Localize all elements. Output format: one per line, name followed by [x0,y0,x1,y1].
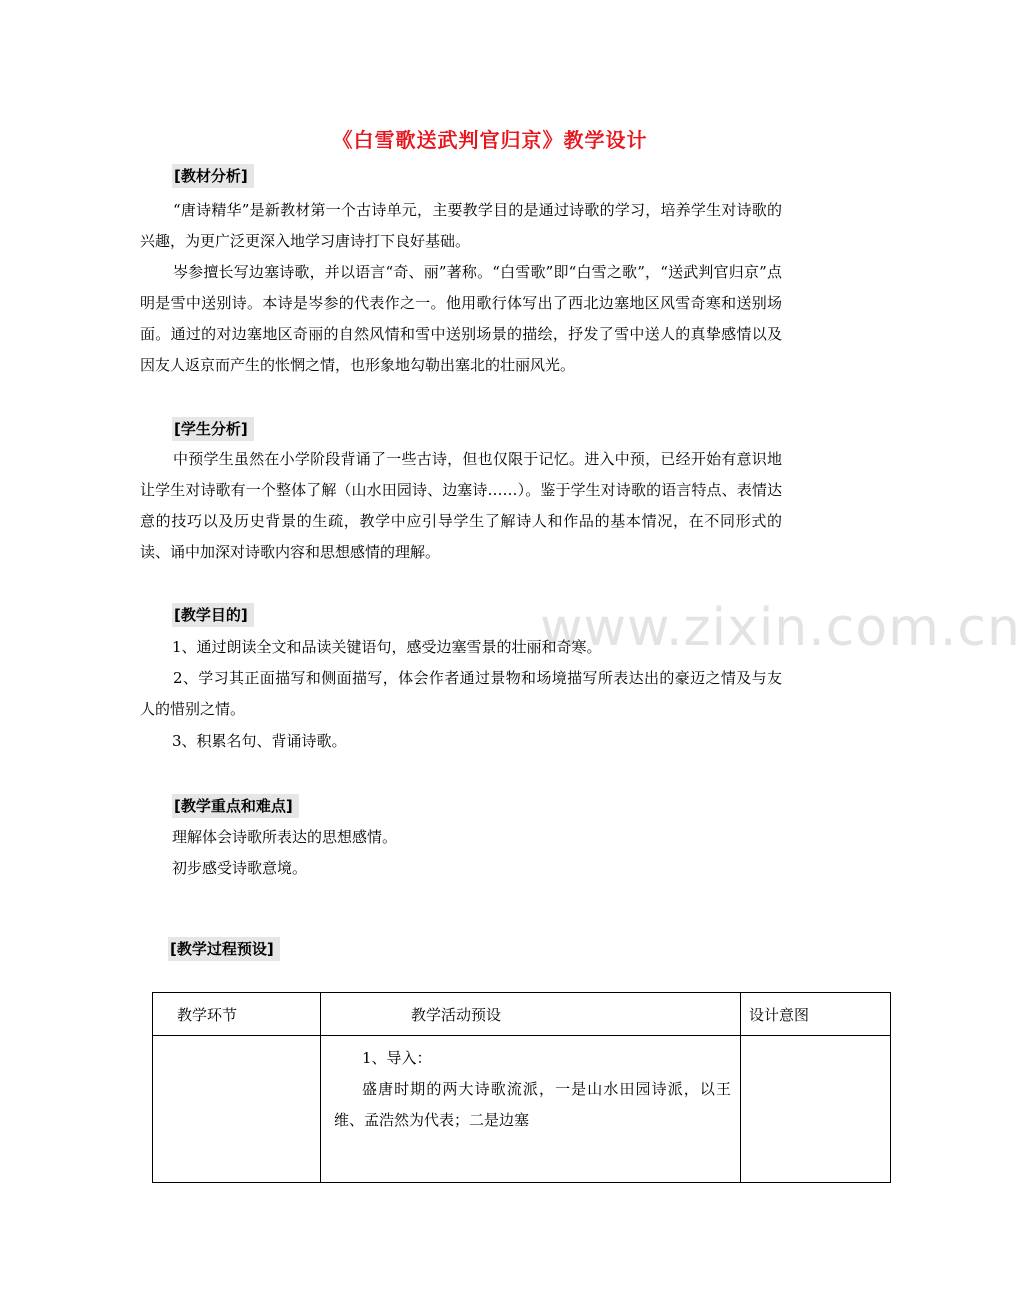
section-heading-process: [教学过程预设] [168,937,280,961]
section-heading-goals: [教学目的] [172,603,254,627]
section-heading-material: [教材分析] [172,164,254,188]
section-heading-students: [学生分析] [172,417,254,441]
process-table [152,992,891,1183]
material-paragraph-1: “唐诗精华”是新教材第一个古诗单元，主要教学目的是通过诗歌的学习，培养学生对诗歌的兴趣，为更广泛更深入地学习唐诗打下良好基础。 [140,201,782,250]
goal-item-2: 2、学习其正面描写和侧面描写，体会作者通过景物和场境描写所表达出的豪迈之情及与友人的惜别之情。 [140,669,782,718]
table-row [153,1036,891,1183]
table-cell-activities [321,1036,741,1183]
table-header-intent: 设计意图 [741,993,891,1036]
section-heading-keypoints: [教学重点和难点] [172,794,299,818]
goal-item-1: 1、通过朗读全文和品读关键语句，感受边塞雪景的壮丽和奇寒。 [172,638,602,656]
activity-text: 盛唐时期的两大诗歌流派，一是山水田园诗派，以王维、孟浩然为代表；二是边塞 [334,1080,731,1129]
table-header-activities: 教学活动预设 [321,993,741,1036]
document-title: 《白雪歌送武判官归京》教学设计 [332,128,648,152]
table-header-row [153,993,891,1036]
students-paragraph: 中预学生虽然在小学阶段背诵了一些古诗，但也仅限于记忆。进入中预，已经开始有意识地让学生对诗歌有一个整体了解（山水田园诗、边塞诗……）。鉴于学生对诗歌的语言特点、表情达意的技巧以及历史背景的生疏，教学中应引导学生了解诗人和作品的基本情况，在不同形式的读、诵中加深对诗歌内容和思想感情的理解。 [140,450,782,561]
activity-heading: 1、导入： [362,1049,432,1067]
watermark: www.zixin.com.cn [540,598,1021,658]
table-header-stage: 教学环节 [153,993,321,1036]
keypoint-item-2: 初步感受诗歌意境。 [172,859,308,877]
goal-item-3: 3、积累名句、背诵诗歌。 [172,732,347,750]
table-cell-stage [153,1036,321,1183]
keypoint-item-1: 理解体会诗歌所表达的思想感情。 [172,828,398,846]
table-cell-intent [741,1036,891,1183]
material-paragraph-2: 岑参擅长写边塞诗歌，并以语言“奇、丽”著称。“白雪歌”即“白雪之歌”，“送武判官归京”点明是雪中送别诗。本诗是岑参的代表作之一。他用歌行体写出了西北边塞地区风雪奇寒和送别场面。通过的对边塞地区奇丽的自然风情和雪中送别场景的描绘，抒发了雪中送人的真挚感情以及因友人返京而产生的怅惘之情，也形象地勾勒出塞北的壮丽风光。 [140,263,782,374]
